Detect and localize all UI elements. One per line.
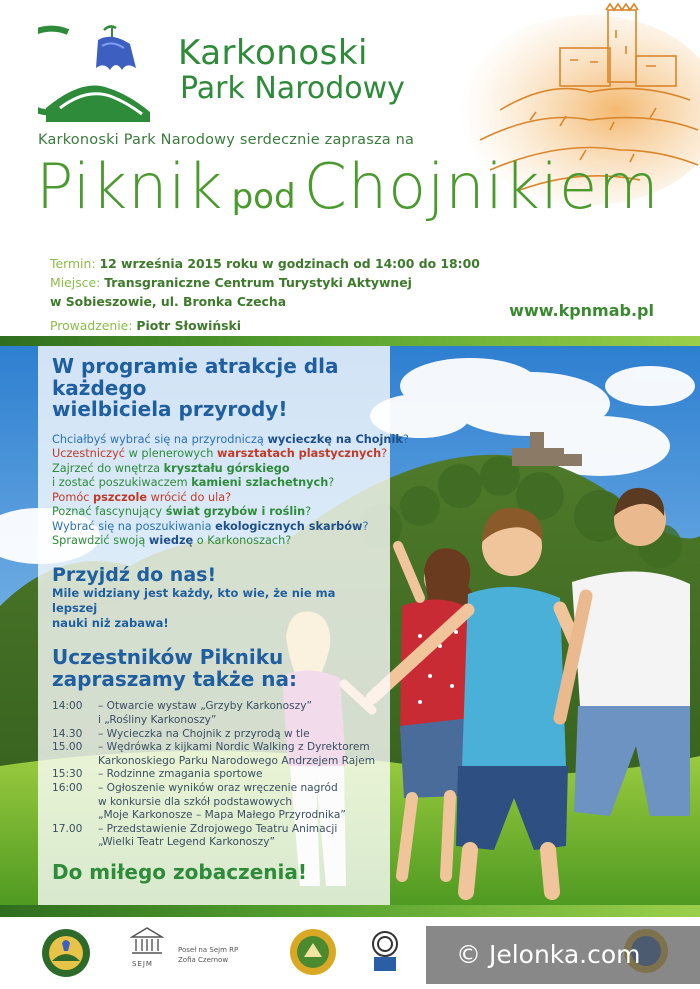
program-panel (38, 346, 409, 905)
mp-text (178, 945, 238, 965)
schedule-row (52, 768, 378, 782)
come-to-us-text (52, 586, 378, 631)
divider-stripe-top (0, 336, 700, 346)
attraction-text: o Karkonoszach? (193, 534, 292, 548)
schedule-row (52, 728, 378, 742)
miejsce-row (50, 273, 480, 292)
schedule-time (52, 714, 98, 728)
attraction-highlight: pszczole (93, 490, 147, 504)
attraction-text: Zajrzeć do wnętrza (52, 461, 164, 475)
participants-heading (52, 647, 378, 690)
attraction-text: ? (362, 519, 369, 533)
attraction-text: i zostać poszukiwaczem (52, 476, 192, 490)
attraction-highlight: kryształu górskiego (163, 461, 290, 475)
schedule-row (52, 741, 378, 755)
participants-heading-line2: zapraszamy także na: (52, 666, 297, 691)
attraction-text: w plenerowych (125, 447, 218, 461)
attraction-text: Wybrać się na poszukiwania (52, 519, 216, 533)
closing-line: Do miłego zobaczenia! (52, 860, 307, 885)
schedule-time: 15:30 (52, 768, 83, 781)
participants-heading-line1: Uczestników Pikniku (52, 645, 284, 670)
program-heading-line1: W programie atrakcje dla każdego (52, 354, 339, 400)
schedule-text: – Rodzinne zmagania sportowe (98, 768, 263, 781)
attraction-text: ? (402, 432, 409, 446)
schedule-time (52, 755, 98, 769)
schedule-row (52, 700, 378, 714)
schedule-text: „Moje Karkonosze – Mapa Małego Przyrodnika” (98, 809, 346, 822)
kpn-round-emblem-icon (38, 927, 94, 979)
prowadzenie-label: Prowadzenie: (50, 318, 133, 333)
come-to-us-line2: nauki niż zabawa! (52, 616, 169, 631)
website-link[interactable]: www.kpnmab.pl (509, 301, 654, 320)
attraction-highlight: wiedzę (148, 534, 194, 548)
schedule-row (52, 796, 378, 810)
termin-row (50, 254, 480, 273)
schedule-time: 14.30 (52, 727, 83, 740)
attraction-highlight: kamieni szlachetnych (191, 476, 329, 490)
title-piknik: Piknik (36, 150, 224, 223)
come-to-us-heading: Przyjdź do nas! (52, 563, 217, 586)
invitation-line: Karkonoski Park Narodowy serdecznie zaprasza na (38, 132, 415, 148)
miejsce-label: Miejsce: (50, 275, 101, 290)
schedule-text: i „Rośliny Karkonoszy” (98, 714, 217, 727)
program-heading (52, 356, 378, 421)
schedule-time: 15.00 (52, 741, 83, 754)
attraction-item (52, 520, 378, 535)
schedule-time (52, 796, 98, 810)
schedule-row (52, 836, 378, 850)
attraction-highlight: warsztatach plastycznych (217, 447, 382, 461)
miejsce-value-line2: w Sobieszowie, ul. Bronka Czecha (50, 294, 287, 309)
attraction-item (52, 505, 378, 520)
attraction-text: ? (305, 505, 312, 519)
attraction-item (52, 432, 409, 448)
schedule-row (52, 714, 378, 728)
schedule-time: 14:00 (52, 700, 83, 713)
attraction-highlight: wycieczkę na Chojnik (267, 432, 403, 446)
attraction-text: Chciałbyś wybrać się na przyrodniczą (52, 432, 268, 446)
attractions-list (52, 432, 409, 549)
title-pod: pod (231, 177, 296, 217)
title-chojnikiem: Chojnikiem (303, 150, 660, 223)
event-details (50, 254, 480, 335)
program-heading-line2: wielbiciela przyrody! (52, 397, 288, 422)
schedule-time (52, 809, 98, 823)
attraction-item (52, 534, 378, 549)
schedule-text: – Przedstawienie Zdrojowego Teatru Animacji (98, 822, 338, 835)
divider-stripe-bottom (0, 905, 700, 917)
attraction-item (52, 462, 378, 477)
schedule-row (52, 809, 378, 823)
schedule-time (52, 836, 98, 850)
prowadzenie-row (50, 316, 480, 335)
organization-name (178, 34, 405, 106)
attraction-text: wrócić do ula? (147, 490, 232, 504)
schedule-time: 17.00 (52, 822, 83, 835)
org-name-line2: Park Narodowy (180, 71, 405, 107)
sejm-building-icon (130, 925, 164, 957)
attraction-item (52, 476, 378, 491)
attraction-highlight: świat grzybów i roślin (165, 505, 306, 519)
attraction-item (52, 447, 388, 462)
event-title (36, 150, 660, 223)
schedule-text: w konkursie dla szkół podstawowych (98, 795, 293, 808)
schedule-text: – Wycieczka na Chojnik z przyrodą w tle (98, 727, 310, 740)
prowadzenie-value: Piotr Słowiński (136, 318, 242, 333)
attraction-text: Pomóc (52, 490, 94, 504)
termin-label: Termin: (50, 256, 96, 271)
come-to-us-line1: Mile widziany jest każdy, kto wie, że nie ma lepszej (52, 586, 336, 616)
schedule-row (52, 823, 378, 837)
attraction-text: Uczestniczyć (52, 447, 126, 461)
schedule-text: – Otwarcie wystaw „Grzyby Karkonoszy” (98, 700, 312, 713)
sejm-label: SEJM (132, 960, 153, 968)
schedule-time: 16:00 (52, 782, 83, 795)
attraction-text: ? (328, 476, 335, 490)
watermark-text: © Jelonka.com (456, 940, 641, 969)
attraction-highlight: ekologicznych skarbów (215, 519, 363, 533)
ammonite-logo-icon (370, 929, 400, 975)
miejsce-value-line1: Transgraniczne Centrum Turystyki Aktywnej (104, 275, 412, 290)
attraction-text: ? (381, 447, 388, 461)
attraction-text: Sprawdzić swoją (52, 534, 149, 548)
mp-name: Zofia Czernow (178, 956, 229, 964)
sobieszow-emblem-icon (288, 927, 338, 977)
schedule-list (52, 700, 378, 850)
schedule-text: Karkonoskiego Parku Narodowego Andrzejem Rajem (98, 754, 376, 767)
termin-value: 12 września 2015 roku w godzinach od 14:00 do 18:00 (99, 256, 480, 271)
schedule-row (52, 755, 378, 769)
org-name-line1: Karkonoski (178, 33, 368, 73)
kpn-bellflower-logo (38, 22, 158, 122)
schedule-text: – Wędrówka z kijkami Nordic Walking z Dyrektorem (98, 741, 370, 754)
attraction-text: Poznać fascynujący (52, 505, 166, 519)
schedule-row (52, 782, 378, 796)
mp-title: Poseł na Sejm RP (178, 946, 239, 954)
attraction-item (52, 491, 378, 506)
schedule-text: „Wielki Teatr Legend Karkonoszy” (98, 836, 275, 849)
schedule-text: – Ogłoszenie wyników oraz wręczenie nagród (98, 782, 338, 795)
